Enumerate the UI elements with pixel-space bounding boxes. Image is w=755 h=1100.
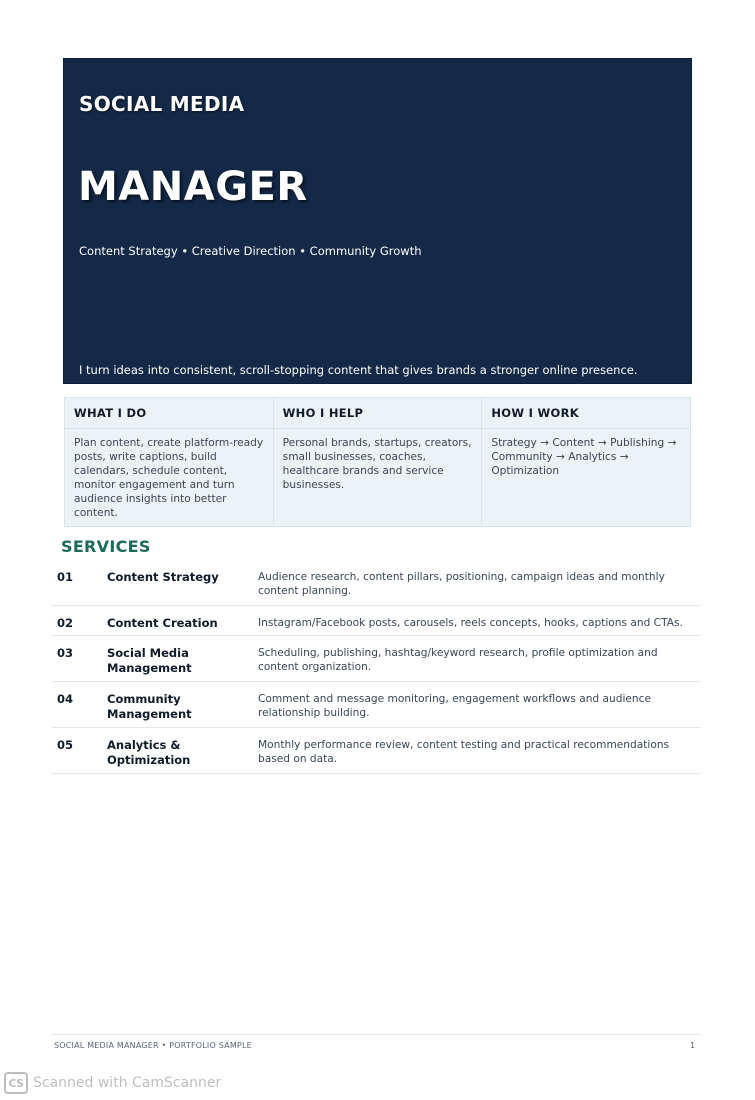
table-row — [52, 728, 701, 774]
panel-who-i-help — [274, 398, 483, 526]
hero-intro: I turn ideas into consistent, scroll-stopping content that gives brands a stronger online presence. — [79, 363, 638, 377]
footer-divider — [52, 1034, 701, 1035]
service-description: Comment and message monitoring, engagement workflows and audience relationship building. — [258, 693, 651, 719]
hero-tagline: Content Strategy • Creative Direction • Community Growth — [79, 244, 422, 258]
service-description: Scheduling, publishing, hashtag/keyword research, profile optimization and content organization. — [258, 647, 658, 673]
service-description: Monthly performance review, content testing and practical recommendations based on data. — [258, 739, 670, 765]
service-number: 05 — [57, 738, 74, 752]
service-number: 02 — [57, 616, 74, 630]
panel-divider — [274, 428, 482, 429]
panel-how-i-work — [482, 398, 690, 526]
info-panels — [64, 397, 691, 527]
panel-divider — [482, 428, 690, 429]
table-row — [52, 682, 701, 728]
service-number: 04 — [57, 692, 74, 706]
panel-heading: WHO I HELP — [282, 406, 364, 420]
service-description: Audience research, content pillars, positioning, campaign ideas and monthly content planning. — [258, 571, 665, 597]
service-name: Content Strategy — [107, 570, 219, 584]
footer-label: SOCIAL MEDIA MANAGER • PORTFOLIO SAMPLE — [54, 1041, 252, 1050]
services-table — [52, 560, 701, 774]
panel-divider — [65, 428, 273, 429]
hero-title: MANAGER — [78, 164, 308, 210]
panel-body: Plan content, create platform-ready posts, write captions, build calendars, schedule content, monitor engagement and turn audience insights into better content. — [74, 437, 264, 519]
service-number: 03 — [57, 646, 74, 660]
service-name: Social Media Management — [107, 646, 192, 675]
watermark-text: Scanned with CamScanner — [33, 1075, 222, 1091]
service-number: 01 — [57, 570, 74, 584]
service-name: Content Creation — [107, 616, 218, 630]
camscanner-watermark — [4, 1072, 221, 1094]
table-row — [52, 560, 701, 606]
hero-banner — [63, 58, 692, 384]
hero-kicker: SOCIAL MEDIA — [79, 92, 245, 116]
services-heading: SERVICES — [61, 537, 151, 556]
panel-heading: WHAT I DO — [74, 406, 147, 420]
page-number: 1 — [690, 1041, 696, 1050]
service-name: Community Management — [107, 692, 192, 721]
service-description: Instagram/Facebook posts, carousels, reels concepts, hooks, captions and CTAs. — [258, 617, 683, 629]
table-row — [52, 636, 701, 682]
panel-what-i-do — [65, 398, 274, 526]
panel-heading: HOW I WORK — [491, 406, 579, 420]
panel-body: Strategy → Content → Publishing → Community → Analytics → Optimization — [491, 437, 677, 477]
panel-body: Personal brands, startups, creators, small businesses, coaches, healthcare brands and service businesses. — [282, 437, 472, 491]
service-name: Analytics & Optimization — [107, 738, 191, 767]
table-row — [52, 606, 701, 636]
camscanner-logo-icon: CS — [4, 1072, 28, 1094]
